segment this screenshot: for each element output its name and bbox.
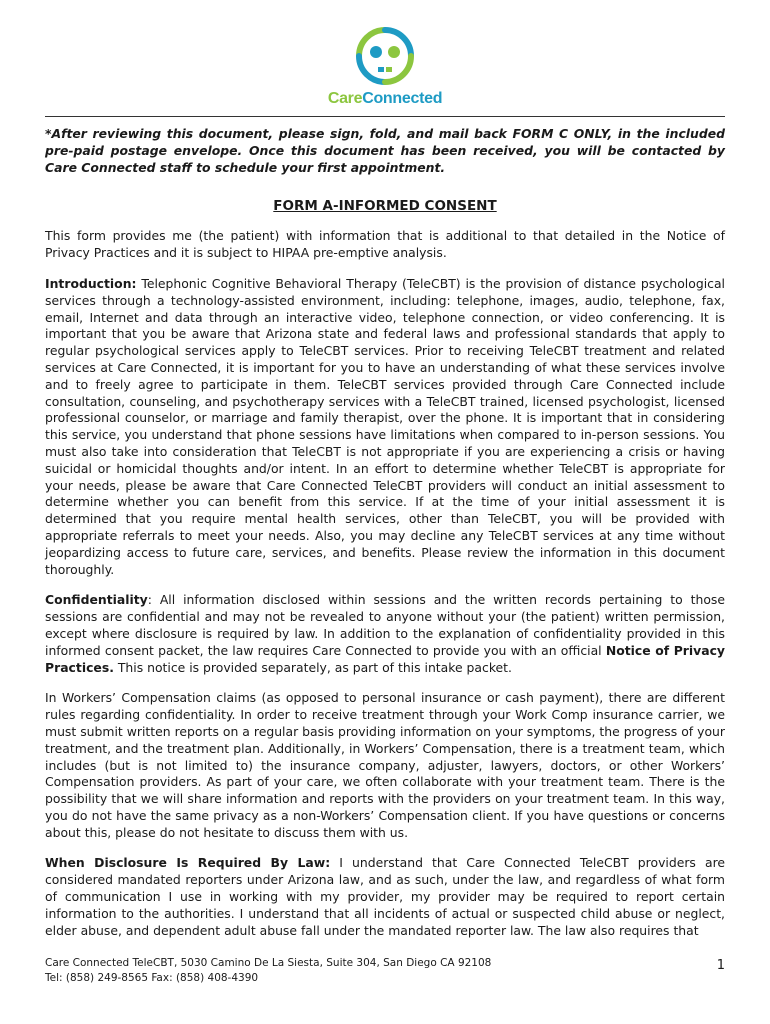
confidentiality-text-2: This notice is provided separately, as part of this intake packet. [113,659,512,675]
page-footer [45,956,725,986]
care-connected-logo [318,24,452,112]
disclosure-section [45,855,725,939]
confidentiality-section [45,592,725,676]
introduction-heading: Introduction: [45,275,137,291]
care-connected-logo-icon [350,24,420,88]
disclosure-text: I understand that Care Connected TeleCBT providers are considered mandated reporters under Arizona law, and as such, under the law, and regardless of what form of communication I use in working with my provider, my provider may be required to report certain information to the authorities. I understand that all incidents of actual or suspected child abuse or neglect, elder abuse, and dependent adult abuse fall under the mandated reporter law. The law also requires that [45,855,726,938]
introduction-text: Telephonic Cognitive Behavioral Therapy (TeleCBT) is the provision of distance psychological services through a technology-assisted environment, including: telephone, images, audio, telephone, fax, email, Internet and data through an interactive video, telephone connection, or video conferencing. It is important that you be aware that Arizona state and federal laws and professional standards that apply to regular psychological services apply to TeleCBT services. Prior to receiving TeleCBT treatment and related services at Care Connected, it is important for you to have an understanding of what these services involve and to freely agree to participate in them. TeleCBT services provided through Care Connected include consultation, counseling, and psychotherapy services with a TeleCBT trained, licensed psychologist, licensed professional counselor, or marriage and family therapist, over the phone. It is important that in considering this service, you understand that phone sessions have limitations when compared to in-person sessions. You must also take into consideration that TeleCBT is not appropriate if you are experiencing a crisis or having suicidal or homicidal thoughts and/or intent. In an effort to determine whether TeleCBT is appropriate for your needs, please be aware that Care Connected TeleCBT providers will conduct an initial assessment to determine whether you can benefit from this service. If at the time of your initial assessment it is determined that you require mental health services, other than TeleCBT, you will be provided with appropriate referrals to meet your needs. Also, you may decline any TeleCBT services at any time without jeopardizing access to future care, services, and benefits. Please review the information in this document thoroughly. [45,275,725,577]
disclosure-heading: When Disclosure Is Required By Law: [45,855,331,871]
logo-wordmark: CareConnected [327,90,443,107]
mail-back-notice: *After reviewing this document, please sign, fold, and mail back FORM C ONLY, in the included pre-paid postage envelope. Once this document has been received, you will be contacted by Care Connected staff to schedule your first appointment. [45,126,725,175]
header-divider [45,116,725,117]
confidentiality-heading: Confidentiality [45,592,148,608]
notice-of-privacy-practices: Notice of Privacy Practices. [45,642,726,675]
document-body [45,124,725,939]
form-title: FORM A-INFORMED CONSENT [273,198,497,215]
confidentiality-text-1: : All information disclosed within sessions and the written records pertaining to those sessions are confidential and may not be revealed to anyone without your (the patient) written permission, except where disclosure is required by law. In addition to the explanation of confidentiality provided in this informed consent packet, the law requires Care Connected to provide you with an official [45,592,725,658]
introduction-section [45,276,725,578]
workers-comp-section: In Workers’ Compensation claims (as opposed to personal insurance or cash payment), there are different rules regarding confidentiality. In order to receive treatment through your Work Comp insurance carrier, we must submit written reports on a regular basis providing information on your symptoms, the progress of your treatment, and the treatment plan. Additionally, in Workers’ Compensation, there is a treatment team, which includes (but is not limited to) the insurance company, adjuster, lawyers, doctors, or other Workers’ Compensation providers. As part of your care, we often collaborate with your treatment team. There is the possibility that we will share information and reports with the providers on your treatment team. In this way, you do not have the same privacy as a non-Workers’ Compensation client. If you have questions or concerns about this, please do not hesitate to discuss them with us. [45,690,725,840]
intro-paragraph: This form provides me (the patient) with information that is additional to that detailed in the Notice of Privacy Practices and it is subject to HIPAA pre-emptive analysis. [45,228,725,261]
footer-contact: Tel: (858) 249-8565 Fax: (858) 408-4390 [45,972,259,984]
page-number: 1 [716,958,725,973]
footer-address: Care Connected TeleCBT, 5030 Camino De La Siesta, Suite 304, San Diego CA 92108 [45,957,492,969]
